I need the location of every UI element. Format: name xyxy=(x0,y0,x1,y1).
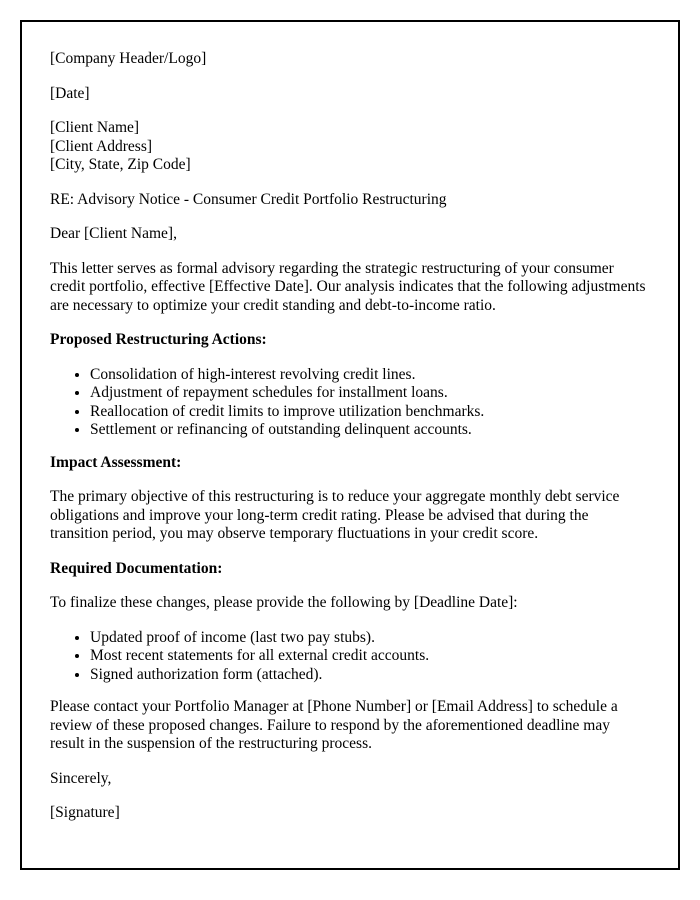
list-item: • Updated proof of income (last two pay stubs). xyxy=(90,629,648,648)
closing: Sincerely, xyxy=(50,769,112,787)
list-item: • Signed authorization form (attached). xyxy=(90,666,648,685)
list-item: • Consolidation of high-interest revolving credit lines. xyxy=(90,366,648,385)
contact-paragraph: Please contact your Portfolio Manager at [Phone Number] or [Email Address] to schedule a review of these proposed changes. Failure to respond by the aforementioned deadline may result in the suspension of the restructuring process. xyxy=(50,698,618,752)
list-item: • Settlement or refinancing of outstanding delinquent accounts. xyxy=(90,421,648,440)
advisory-letter xyxy=(22,22,678,821)
list-item: • Reallocation of credit limits to improve utilization benchmarks. xyxy=(90,403,648,422)
recipient-name: [Client Name] xyxy=(50,119,140,136)
recipient-address-block xyxy=(50,119,648,175)
impact-paragraph: The primary objective of this restructuring is to reduce your aggregate monthly debt service obligations and improve your long-term credit rating. Please be advised that during the transition period, you may observe temporary fluctuations in your credit score. xyxy=(50,488,620,542)
documentation-intro: To finalize these changes, please provide the following by [Deadline Date]: xyxy=(50,594,518,611)
proposed-actions-list xyxy=(50,366,648,440)
signature-placeholder: [Signature] xyxy=(50,804,120,821)
documentation-list xyxy=(50,629,648,685)
date-placeholder: [Date] xyxy=(50,84,90,102)
recipient-address: [Client Address] xyxy=(50,137,153,155)
section-heading-impact: Impact Assessment: xyxy=(50,453,182,471)
intro-paragraph: This letter serves as formal advisory regarding the strategic restructuring of your consumer credit portfolio, effective [Effective Date]. Our analysis indicates that the following adjustments are necessary to optimize your credit standing and debt-to-income ratio. xyxy=(50,259,646,314)
company-header-placeholder: [Company Header/Logo] xyxy=(50,50,207,67)
salutation: Dear [Client Name], xyxy=(50,225,177,242)
letter-border-frame xyxy=(20,20,680,870)
subject-line: RE: Advisory Notice - Consumer Credit Portfolio Restructuring xyxy=(50,190,447,208)
list-item: • Adjustment of repayment schedules for installment loans. xyxy=(90,384,648,403)
section-heading-proposed-actions: Proposed Restructuring Actions: xyxy=(50,331,267,348)
list-item: • Most recent statements for all external credit accounts. xyxy=(90,647,648,666)
recipient-city-state-zip: [City, State, Zip Code] xyxy=(50,156,191,173)
section-heading-documentation: Required Documentation: xyxy=(50,559,223,577)
